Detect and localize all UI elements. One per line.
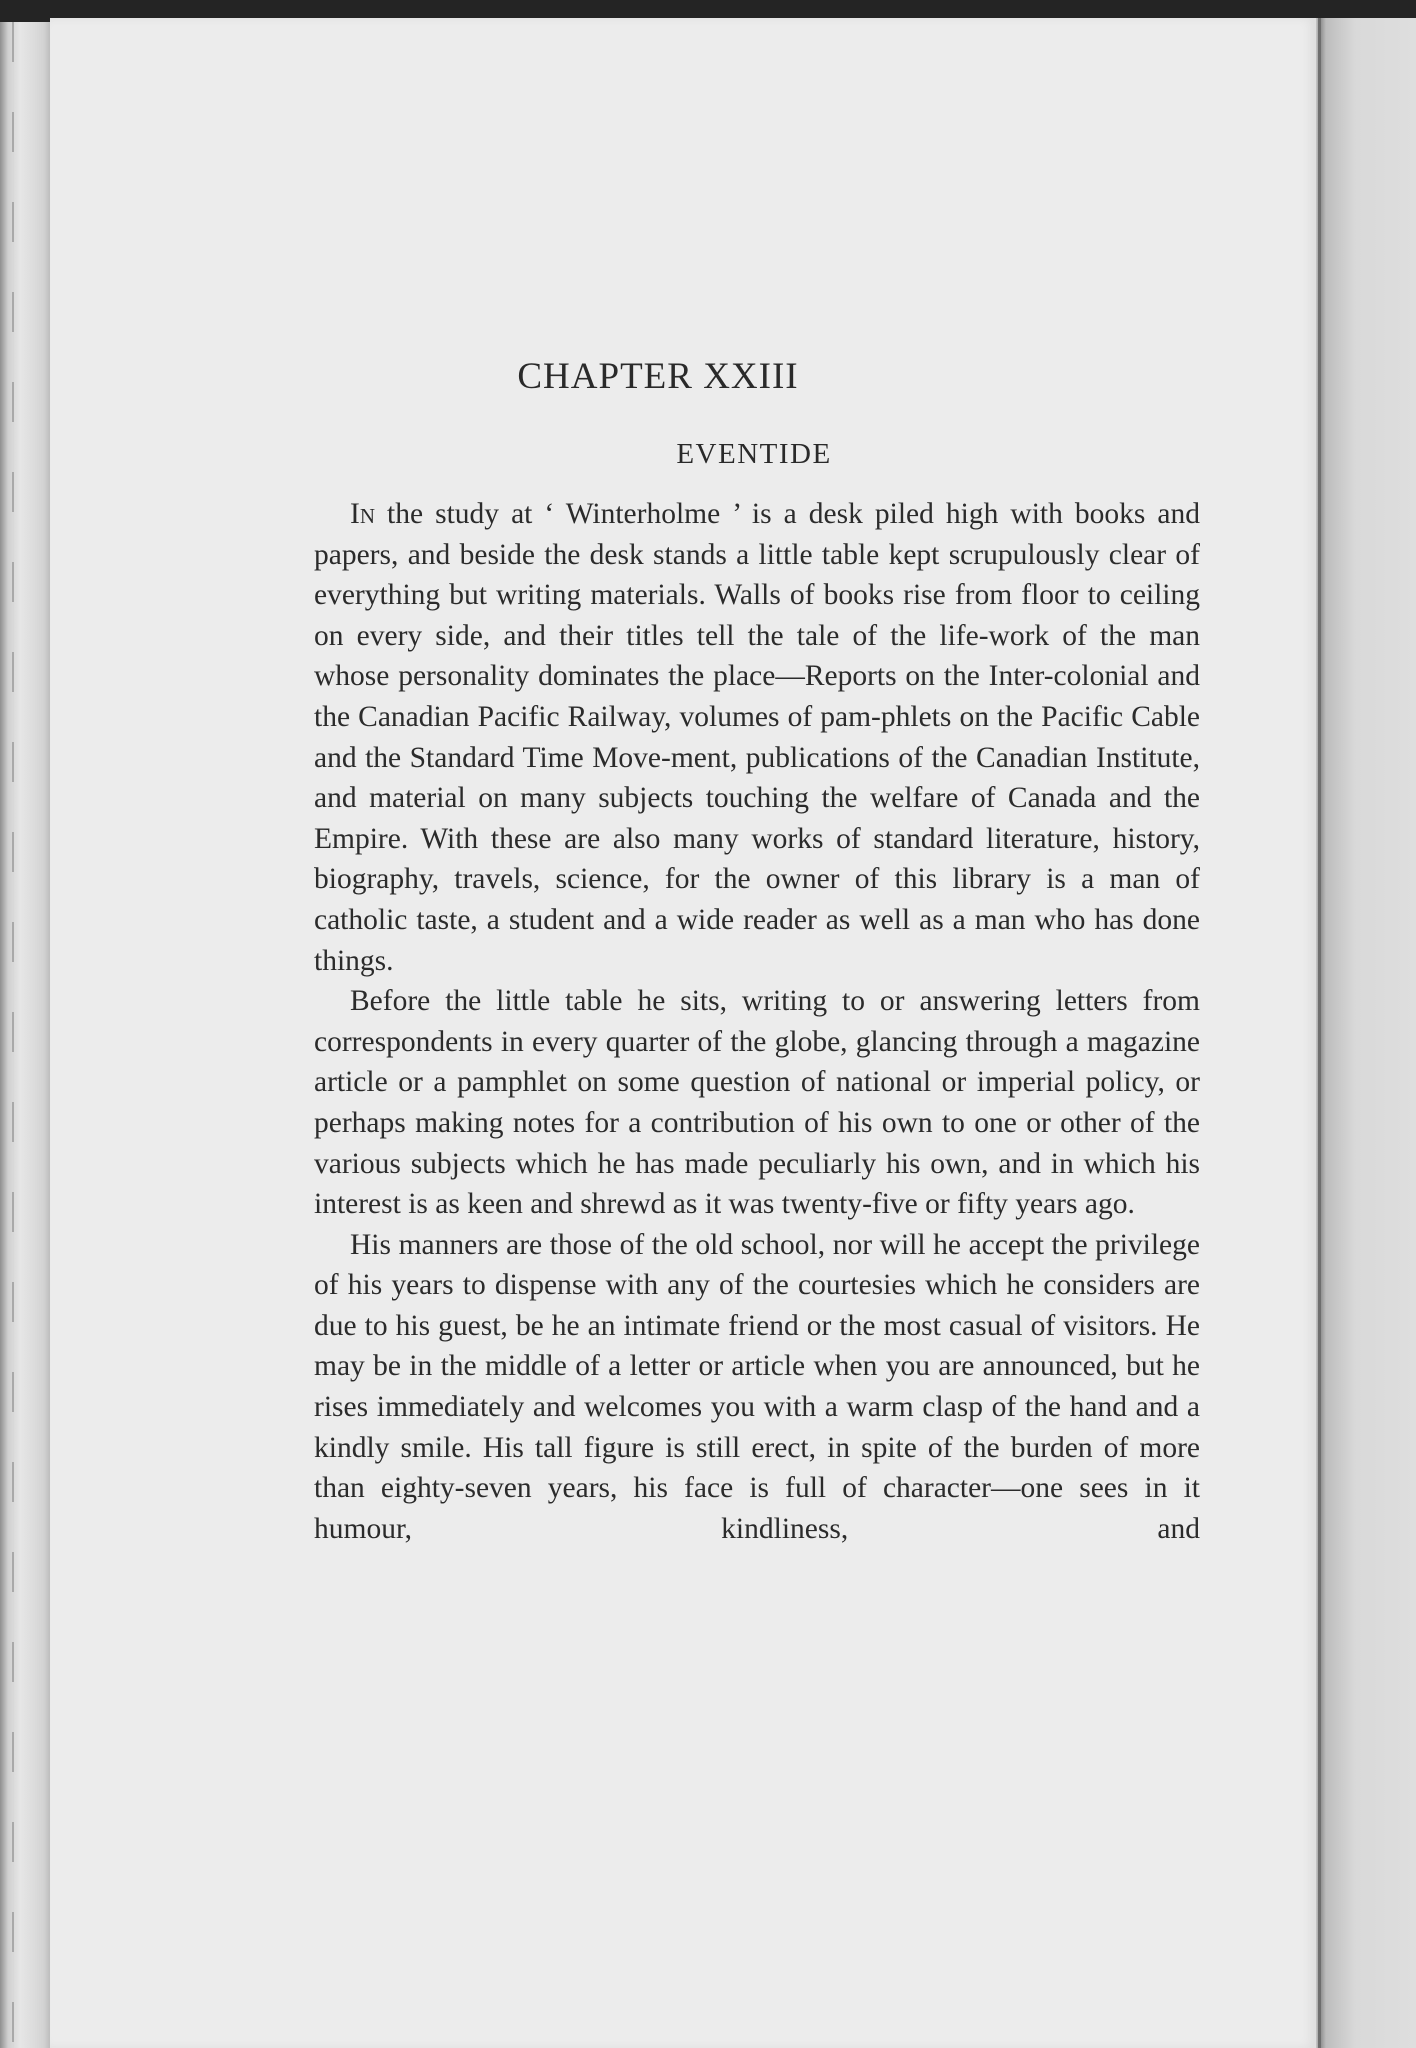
chapter-subtitle: EVENTIDE [676, 438, 832, 470]
chapter-title: CHAPTER XXIII [517, 356, 799, 397]
paragraph-1 [314, 494, 1200, 981]
paragraph-2: Before the little table he sits, writing to or answering letters from correspondents in every quarter of the globe, glancing through a magazine article or a pamphlet on some question of national or imperial policy, or perhaps making notes for a contribution of his own to one or other of the various subjects which he has made peculiarly his own, and in which his interest is as keen and shrewd as it was twenty-five or fifty years ago. [314, 985, 1200, 1221]
facing-page-edge [1316, 18, 1416, 2048]
chapter-body [314, 494, 1200, 1549]
paragraph-text: the study at ‘ Winterholme ’ is a desk piled high with books and papers, and beside the desk stands a little table kept scrupulously clear of everything but writing materials. Walls of books rise from floor to ceiling on every side, and their titles tell the tale of the life-work of the man whose personality dominates the place—Reports on the Inter-colonial and the Canadian Pacific Railway, volumes of pam-phlets on the Pacific Cable and the Standard Time Move-ment, publications of the Canadian Institute, and material on many subjects touching the welfare of Canada and the Empire. With these are also many works of standard literature, history, biography, travels, science, for the owner of this library is a man of catholic taste, a student and a wide reader as well as a man who has done things. [314, 498, 1200, 977]
paragraph-lead-word: In [350, 498, 375, 530]
paragraph-3: His manners are those of the old school, nor will he accept the privilege of his years to dispense with any of the courtesies which he considers are due to his guest, be he an intimate friend or the most casual of visitors. He may be in the middle of a letter or article when you are announced, but he rises immediately and welcomes you with a warm clasp of the hand and a kindly smile. His tall figure is still erect, in spite of the burden of more than eighty-seven years, his face is full of character—one sees in it humour, kindliness, and [314, 1228, 1200, 1545]
book-binding-edge [0, 22, 50, 2048]
